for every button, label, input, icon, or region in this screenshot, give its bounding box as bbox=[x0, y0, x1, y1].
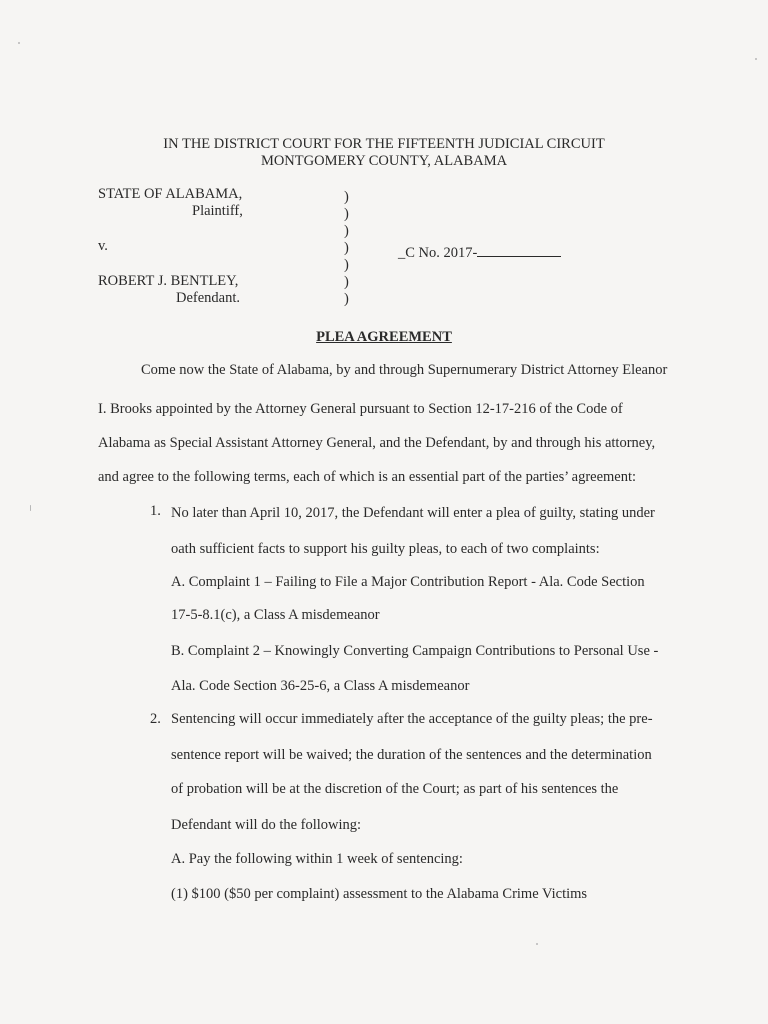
plaintiff-role: Plaintiff, bbox=[192, 203, 243, 219]
scan-speck bbox=[30, 505, 31, 511]
court-header-line-1: IN THE DISTRICT COURT FOR THE FIFTEENTH JUDICIAL CIRCUIT bbox=[163, 136, 605, 152]
item-line: (1) $100 ($50 per complaint) assessment to the Alabama Crime Victims bbox=[171, 886, 588, 902]
intro-line: and agree to the following terms, each of which is an essential part of the parties’ agreement: bbox=[98, 469, 637, 485]
caption-paren: ) bbox=[344, 206, 349, 222]
caption-paren: ) bbox=[344, 257, 349, 273]
scan-speck bbox=[536, 943, 538, 945]
item-line: oath sufficient facts to support his guilty pleas, to each of two complaints: bbox=[171, 541, 600, 557]
scan-speck bbox=[755, 58, 757, 60]
item-line: sentence report will be waived; the duration of the sentences and the determination bbox=[171, 747, 652, 763]
item-line: A. Pay the following within 1 week of sentencing: bbox=[171, 851, 463, 867]
caption-paren: ) bbox=[344, 274, 349, 290]
item-line: Defendant will do the following: bbox=[171, 817, 362, 833]
caption-paren: ) bbox=[344, 291, 349, 307]
item-line: B. Complaint 2 – Knowingly Converting Campaign Contributions to Personal Use - bbox=[171, 643, 659, 659]
court-header-line-2: MONTGOMERY COUNTY, ALABAMA bbox=[260, 153, 508, 169]
case-number-blank-line bbox=[477, 244, 561, 257]
caption-paren: ) bbox=[344, 223, 349, 239]
item-line: A. Complaint 1 – Failing to File a Major Contribution Report - Ala. Code Section bbox=[171, 574, 645, 590]
intro-line: I. Brooks appointed by the Attorney General pursuant to Section 12-17-216 of the Code of bbox=[98, 401, 623, 417]
item-line: of probation will be at the discretion of the Court; as part of his sentences the bbox=[171, 781, 619, 797]
case-number-prefix: _C No. 2017- bbox=[398, 245, 478, 261]
versus-label: v. bbox=[98, 238, 108, 254]
case-number bbox=[398, 244, 561, 262]
item-number: 1. bbox=[150, 503, 161, 519]
defendant-name: ROBERT J. BENTLEY, bbox=[98, 273, 239, 289]
caption-paren: ) bbox=[344, 240, 349, 256]
item-line: 17-5-8.1(c), a Class A misdemeanor bbox=[171, 607, 380, 623]
intro-line: Come now the State of Alabama, by and through Supernumerary District Attorney Eleanor bbox=[141, 362, 668, 378]
scan-speck bbox=[18, 42, 20, 44]
intro-line: Alabama as Special Assistant Attorney General, and the Defendant, by and through his attorney, bbox=[98, 435, 656, 451]
document-title: PLEA AGREEMENT bbox=[316, 329, 452, 345]
item-line: No later than April 10, 2017, the Defendant will enter a plea of guilty, stating under bbox=[171, 505, 655, 521]
caption-paren: ) bbox=[344, 189, 349, 205]
item-line: Ala. Code Section 36-25-6, a Class A misdemeanor bbox=[171, 678, 470, 694]
item-line: Sentencing will occur immediately after the acceptance of the guilty pleas; the pre- bbox=[171, 711, 653, 727]
item-number: 2. bbox=[150, 711, 161, 727]
defendant-role: Defendant. bbox=[176, 290, 241, 306]
plaintiff-name: STATE OF ALABAMA, bbox=[98, 186, 243, 202]
